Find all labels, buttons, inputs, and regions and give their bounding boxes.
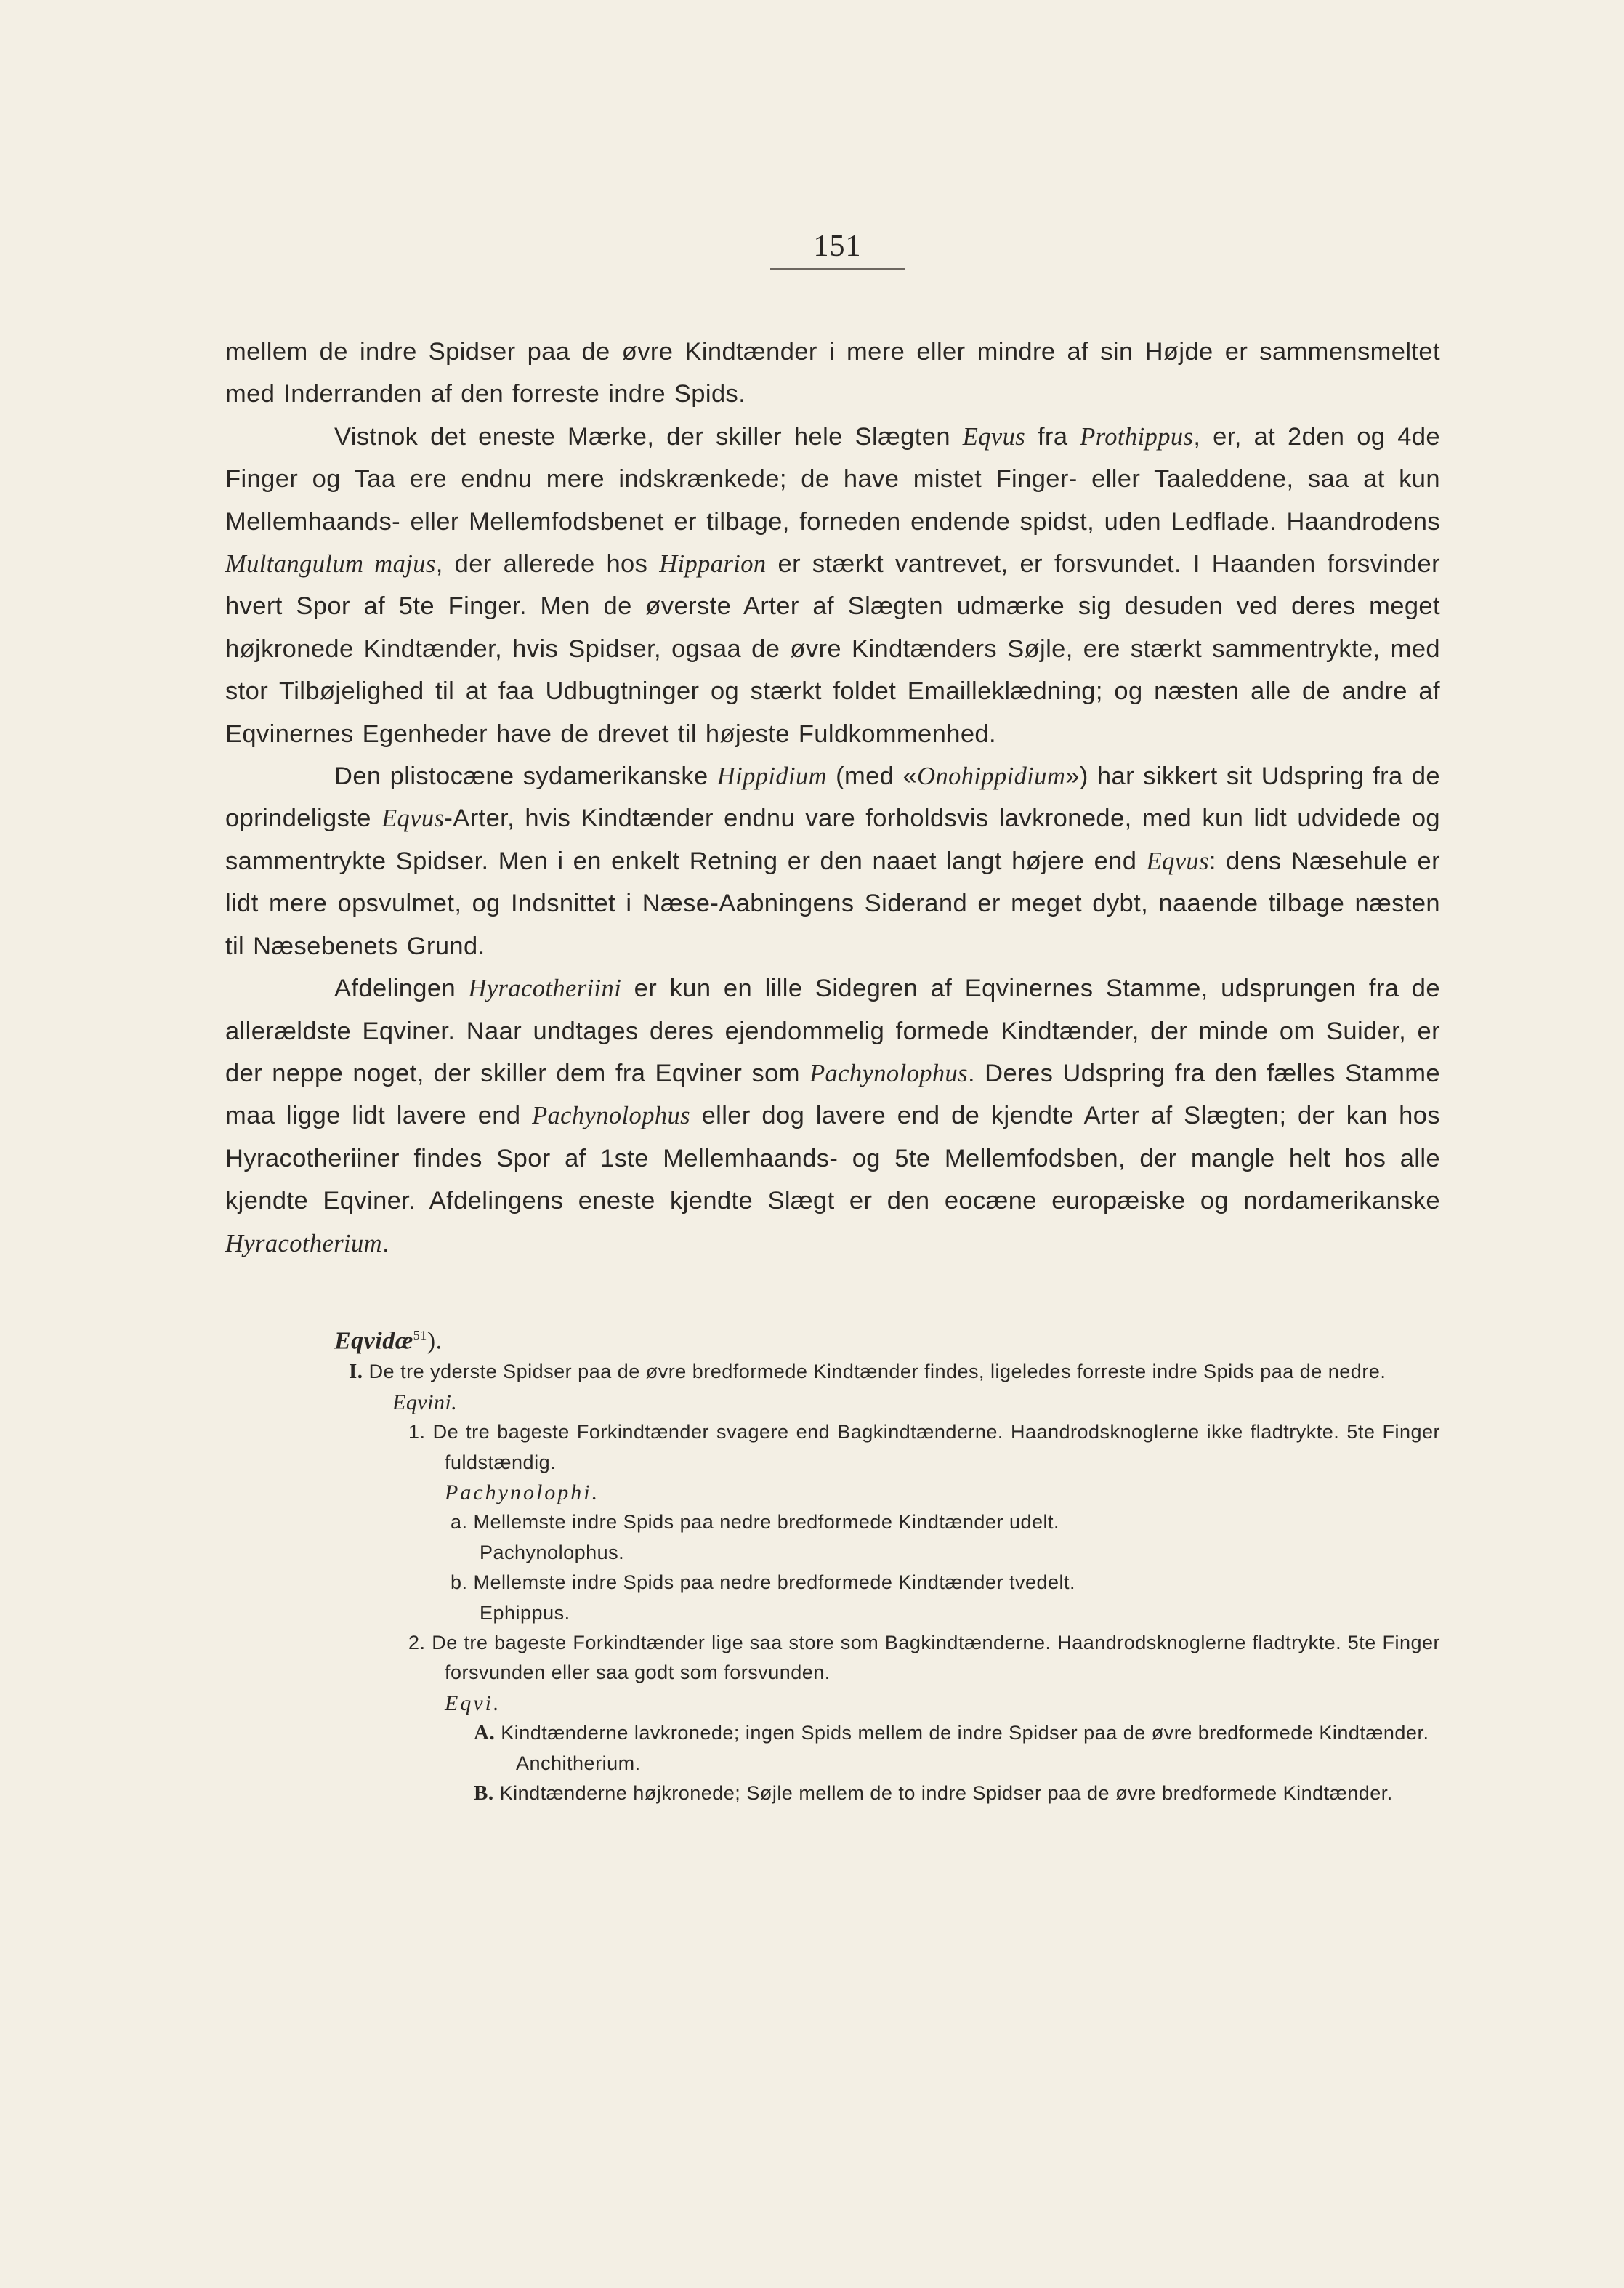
key-entry-1 — [225, 1417, 1440, 1478]
text-run: , er, at 2den og 4de Finger og Taa ere endnu mere indskrænkede; de have mistet Finger- eller Taaleddene, saa at kun Mellemhaands- eller Mellemfodsbenet er tilbage, forneden endende spidst, uden Ledflade. Haandrodens — [225, 422, 1441, 536]
text-run: (med « — [826, 762, 918, 791]
text-run: . — [382, 1229, 389, 1257]
key-mark: A. — [474, 1721, 496, 1745]
text-run: Afdelingen — [334, 975, 469, 1003]
key-title-suffix: ). — [427, 1327, 443, 1355]
key-text: Mellemste indre Spids paa nedre bredformede Kindtænder tvedelt. — [473, 1571, 1075, 1594]
key-genus: Ephippus. — [480, 1601, 570, 1624]
key-text: De tre bageste Forkindtænder lige saa store som Bagkindtænderne. Haandrodsknoglerne fladtrykte. 5te Finger forsvunden eller saa godt som forsvunden. — [432, 1631, 1440, 1684]
paragraph — [225, 331, 1440, 416]
key-entry-I — [225, 1357, 1440, 1387]
key-mark: 2. — [408, 1631, 426, 1653]
italic-term: Onohippidium — [917, 762, 1066, 791]
key-text: De tre bageste Forkindtænder svagere end Bagkindtænderne. Haandrodsknoglerne ikke fladtrykte. 5te Finger fuldstændig. — [432, 1421, 1440, 1473]
text-run: er stærkt vantrevet, er forsvundet. I Haanden forsvinder hvert Spor af 5te Finger. Men de øverste Arter af Slægten udmærke sig desuden ved deres meget højkronede Kindtænder, hvis Spidser, ogsaa de øvre Kindtænders Søjle, ere stærkt sammentrykte, med stor Tilbøjelighed til at faa Udbugtninger og stærkt foldet Emailleklædning; og næsten alle de andre af Eqvinernes Egenheder have de drevet til højeste Fuldkommenhed. — [225, 550, 1440, 748]
key-genus: Pachynolophus. — [480, 1541, 625, 1563]
italic-term: Eqvus — [962, 422, 1026, 451]
text-run: . Deres Udspring fra den fælles Stamme maa ligge lidt lavere end — [225, 1059, 1440, 1130]
italic-term: Eqvus — [1146, 847, 1209, 875]
key-mark: I. — [349, 1360, 363, 1384]
key-text: De tre yderste Spidser paa de øvre bredformede Kindtænder findes, ligeledes forreste indre Spids paa de nedre. — [368, 1361, 1386, 1383]
italic-term: Eqvus — [381, 805, 445, 833]
classification-key — [225, 1319, 1440, 1808]
text-run: Vistnok det eneste Mærke, der skiller hele Slægten — [334, 422, 963, 451]
text-run: -Arter, hvis Kindtænder endnu vare forholdsvis lavkronede, med kun lidt udvidede og sammentrykte Spidser. Men i en enkelt Retning er den naaet langt højere end — [225, 805, 1440, 875]
key-mark: b. — [451, 1571, 468, 1594]
paragraph — [225, 967, 1440, 1265]
key-group-name: Eqvini. — [392, 1390, 458, 1414]
text-run: ») har sikkert sit Udspring fra de oprindeligste — [225, 762, 1441, 833]
text-run: : dens Næsehule er lidt mere opsvulmet, og Indsnittet i Næse-Aabningens Siderand er meget dybt, naaende tilbage næsten til Næsebenets Grund. — [225, 847, 1440, 960]
body-text — [225, 331, 1440, 1265]
key-entry-A — [225, 1718, 1440, 1748]
paragraph — [225, 755, 1440, 967]
key-entry-2 — [225, 1628, 1440, 1688]
italic-term: Hyracotherium — [225, 1229, 382, 1257]
text-run: , der allerede hos — [435, 550, 660, 579]
key-entry-a — [225, 1507, 1440, 1537]
text-run: mellem de indre Spidser paa de øvre Kindtænder i mere eller mindre af sin Højde er sammensmeltet med Inderranden af den forreste indre Spids. — [225, 338, 1440, 408]
key-title — [225, 1319, 1440, 1357]
key-entry-B — [225, 1779, 1440, 1808]
key-entry-b — [225, 1568, 1440, 1598]
italic-term: Multangulum majus — [225, 550, 436, 579]
italic-term: Hyracotheriini — [468, 975, 622, 1003]
key-mark: 1. — [408, 1421, 426, 1443]
key-text: Kindtænderne lavkronede; ingen Spids mellem de indre Spidser paa de øvre bredformede Kindtænder. — [501, 1722, 1429, 1744]
italic-term: Hippidium — [716, 762, 827, 791]
key-title-text: Eqvidæ — [334, 1327, 413, 1355]
italic-term: Pachynolophus — [809, 1059, 968, 1087]
paragraph — [225, 416, 1440, 755]
text-run: er kun en lille Sidegren af Eqvinernes Stamme, udsprungen fra de allerældste Eqviner. Naar undtages deres ejendommelig formede Kindtænder, der minde om Suider, er der neppe noget, der skiller dem fra Eqviner som — [225, 975, 1440, 1087]
text-run: eller dog lavere end de kjendte Arter af Slægten; der kan hos Hyracotheriiner findes Spor af 1ste Mellemhaands- og 5te Mellemfodsben, der mangle helt hos alle kjendte Eqviner. Afdelingens eneste kjendte Slægt er den eocæne europæiske og nordamerikanske — [225, 1102, 1440, 1215]
key-group-name: Eqvi. — [445, 1691, 501, 1715]
key-mark: a. — [451, 1511, 468, 1534]
text-run: fra — [1025, 422, 1080, 451]
key-group-name: Pachynolophi. — [445, 1480, 600, 1504]
page-number: 151 — [770, 229, 905, 270]
italic-term: Hipparion — [659, 550, 767, 579]
key-text: Mellemste indre Spids paa nedre bredformede Kindtænder udelt. — [473, 1511, 1059, 1534]
italic-term: Prothippus — [1080, 422, 1194, 451]
text-run: Den plistocæne sydamerikanske — [334, 762, 717, 791]
footnote-ref: 51 — [413, 1328, 427, 1342]
key-genus: Anchitherium. — [516, 1752, 641, 1774]
italic-term: Pachynolophus — [532, 1102, 690, 1130]
key-text: Kindtænderne højkronede; Søjle mellem de to indre Spidser paa de øvre bredformede Kindtænder. — [499, 1782, 1393, 1805]
key-mark: B. — [474, 1781, 494, 1805]
